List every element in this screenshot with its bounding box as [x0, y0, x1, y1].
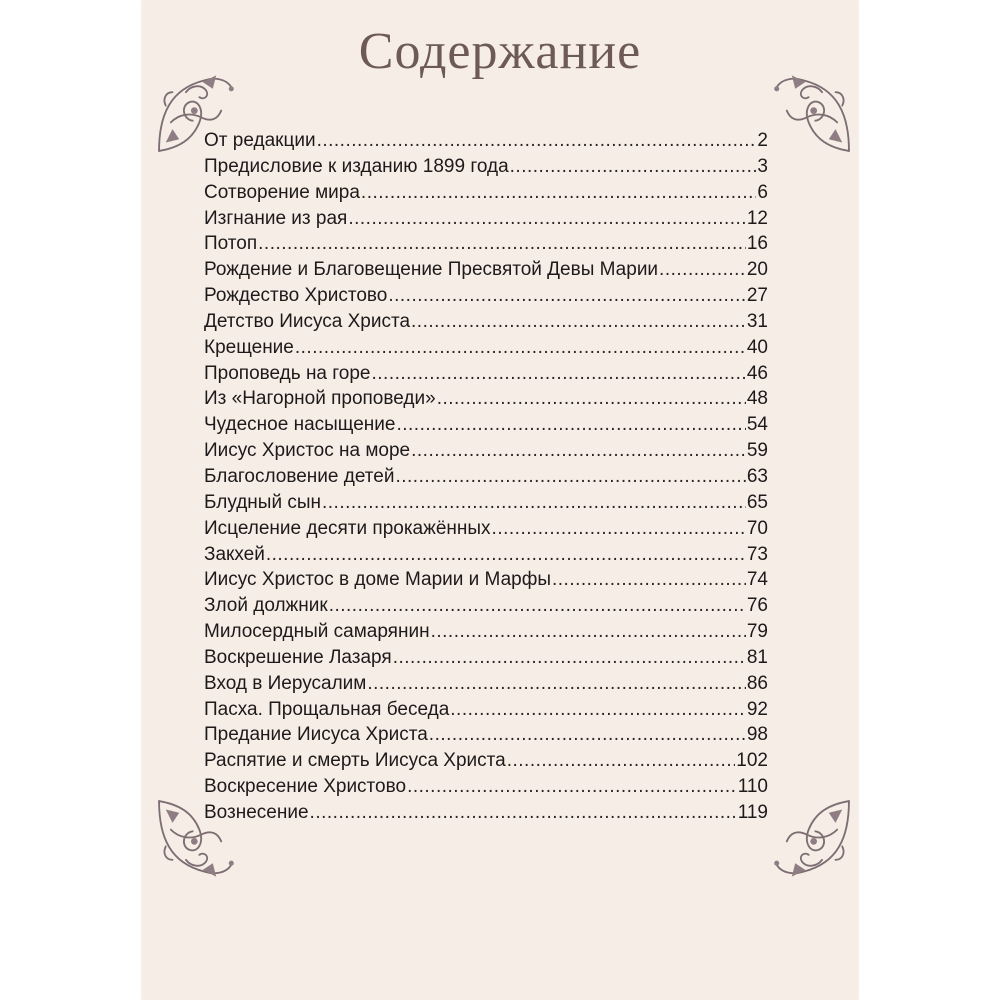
dot-leader	[552, 567, 746, 593]
toc-entry-title: От редакции	[204, 130, 316, 151]
toc-entry	[204, 671, 768, 697]
toc-entry-page: 119	[737, 801, 768, 823]
toc-entry-page: 16	[746, 233, 768, 255]
toc-entry-title: Пасха. Прощальная беседа	[204, 698, 450, 720]
toc-entry-page: 79	[746, 621, 768, 643]
toc-entry	[204, 231, 768, 257]
toc-entry-title: Злой должник	[204, 595, 328, 617]
toc-entry-title: Благословение детей	[204, 465, 395, 487]
toc-entry-page: 46	[746, 362, 768, 384]
toc-entry-page: 86	[746, 672, 768, 694]
toc-entry-page: 70	[746, 517, 768, 539]
toc-entry-title: Исцеление десяти прокажённых	[204, 517, 491, 539]
toc-entry	[204, 180, 768, 206]
toc-entry	[204, 464, 768, 490]
toc-entry-page: 110	[737, 776, 768, 798]
toc-entry	[204, 722, 768, 748]
toc-entry-title: Закхей	[204, 543, 265, 565]
dot-leader	[367, 671, 746, 697]
toc-entry	[204, 748, 768, 774]
toc-entry-page: 12	[746, 207, 768, 229]
dot-leader	[411, 438, 746, 464]
dot-leader	[388, 283, 746, 309]
toc-entry-title: Воскрешение Лазаря	[204, 646, 392, 668]
toc-entry-page: 20	[746, 259, 768, 281]
toc-entry-page: 48	[746, 388, 768, 410]
toc-entry-title: Иисус Христос на море	[204, 440, 411, 462]
toc-entry-title: Блудный сын	[204, 491, 321, 513]
toc-entry	[204, 283, 768, 309]
toc-entry-page: 2	[757, 130, 768, 151]
toc-entry-page: 27	[746, 285, 768, 307]
toc-entry-title: Крещение	[204, 336, 294, 358]
toc-entry-page: 98	[746, 724, 768, 746]
toc-entry-title: Иисус Христос в доме Марии и Марфы	[204, 569, 551, 591]
toc-entry	[204, 774, 768, 800]
dot-leader	[258, 231, 746, 257]
toc-entry	[204, 800, 768, 826]
toc-entry-page: 65	[746, 491, 768, 513]
toc-entry-page: 74	[746, 569, 768, 591]
dot-leader	[659, 257, 746, 283]
toc-entry	[204, 516, 768, 542]
dot-leader	[393, 645, 746, 671]
page-title: Содержание	[358, 23, 642, 80]
dot-leader	[317, 128, 757, 154]
toc-entry-title: Проповедь на горе	[204, 362, 371, 384]
book-page	[142, 0, 858, 1000]
dot-leader	[429, 722, 746, 748]
toc-entry	[204, 438, 768, 464]
toc-entry-title: Предисловие к изданию 1899 года	[204, 155, 509, 177]
toc-entry	[204, 335, 768, 361]
toc-entry-title: Детство Иисуса Христа	[204, 310, 411, 332]
toc-entry	[204, 593, 768, 619]
toc-entry	[204, 206, 768, 232]
dot-leader	[295, 335, 746, 361]
dot-leader	[361, 180, 757, 206]
dot-leader	[395, 464, 745, 490]
dot-leader	[310, 800, 737, 826]
dot-leader	[348, 206, 746, 232]
table-of-contents	[204, 128, 768, 826]
corner-flourish-icon	[770, 72, 854, 156]
corner-flourish-icon	[770, 796, 854, 880]
toc-entry-page: 73	[746, 543, 768, 565]
corner-flourish-icon	[770, 72, 854, 156]
toc-entry-page: 31	[746, 310, 768, 332]
dot-leader	[507, 748, 736, 774]
toc-entry	[204, 542, 768, 568]
corner-flourish-icon	[770, 796, 854, 880]
toc-entry-title: Изгнание из рая	[204, 207, 348, 229]
toc-entry-page: 54	[746, 414, 768, 436]
toc-entry	[204, 386, 768, 412]
dot-leader	[431, 619, 746, 645]
toc-entry-page: 59	[746, 440, 768, 462]
toc-entry	[204, 257, 768, 283]
dot-leader	[396, 412, 745, 438]
dot-leader	[411, 309, 746, 335]
toc-entry	[204, 567, 768, 593]
dot-leader	[510, 154, 757, 180]
toc-entry	[204, 361, 768, 387]
toc-entry-page: 40	[746, 336, 768, 358]
toc-entry	[204, 697, 768, 723]
toc-entry-page: 92	[746, 698, 768, 720]
toc-entry-page: 81	[746, 646, 768, 668]
toc-entry-page: 102	[736, 750, 768, 772]
toc-entry	[204, 645, 768, 671]
toc-entry-title: Сотворение мира	[204, 181, 360, 203]
toc-entry-page: 3	[757, 155, 768, 177]
toc-entry	[204, 412, 768, 438]
toc-entry-title: Рождество Христово	[204, 285, 388, 307]
toc-entry-title: Рождение и Благовещение Пресвятой Девы Марии	[204, 259, 659, 281]
toc-entry	[204, 154, 768, 180]
toc-entry	[204, 128, 768, 154]
toc-entry-page: 63	[746, 465, 768, 487]
toc-entry-title: Вознесение	[204, 801, 309, 823]
toc-entry	[204, 309, 768, 335]
dot-leader	[372, 361, 746, 387]
toc-entry	[204, 490, 768, 516]
toc-entry-title: Потоп	[204, 233, 258, 255]
toc-entry-title: Милосердный самарянин	[204, 621, 430, 643]
toc-entry-title: Из «Нагорной проповеди»	[204, 388, 436, 410]
dot-leader	[450, 697, 746, 723]
toc-entry-title: Воскресение Христово	[204, 776, 407, 798]
toc-entry-title: Чудесное насыщение	[204, 414, 396, 436]
dot-leader	[492, 516, 746, 542]
dot-leader	[266, 542, 746, 568]
dot-leader	[329, 593, 746, 619]
dot-leader	[437, 386, 746, 412]
dot-leader	[407, 774, 737, 800]
toc-entry-title: Вход в Иерусалим	[204, 672, 367, 694]
toc-entry-page: 6	[757, 181, 768, 203]
toc-entry-title: Распятие и смерть Иисуса Христа	[204, 750, 506, 772]
toc-entry-page: 76	[746, 595, 768, 617]
toc-entry	[204, 619, 768, 645]
toc-entry-title: Предание Иисуса Христа	[204, 724, 428, 746]
dot-leader	[322, 490, 746, 516]
